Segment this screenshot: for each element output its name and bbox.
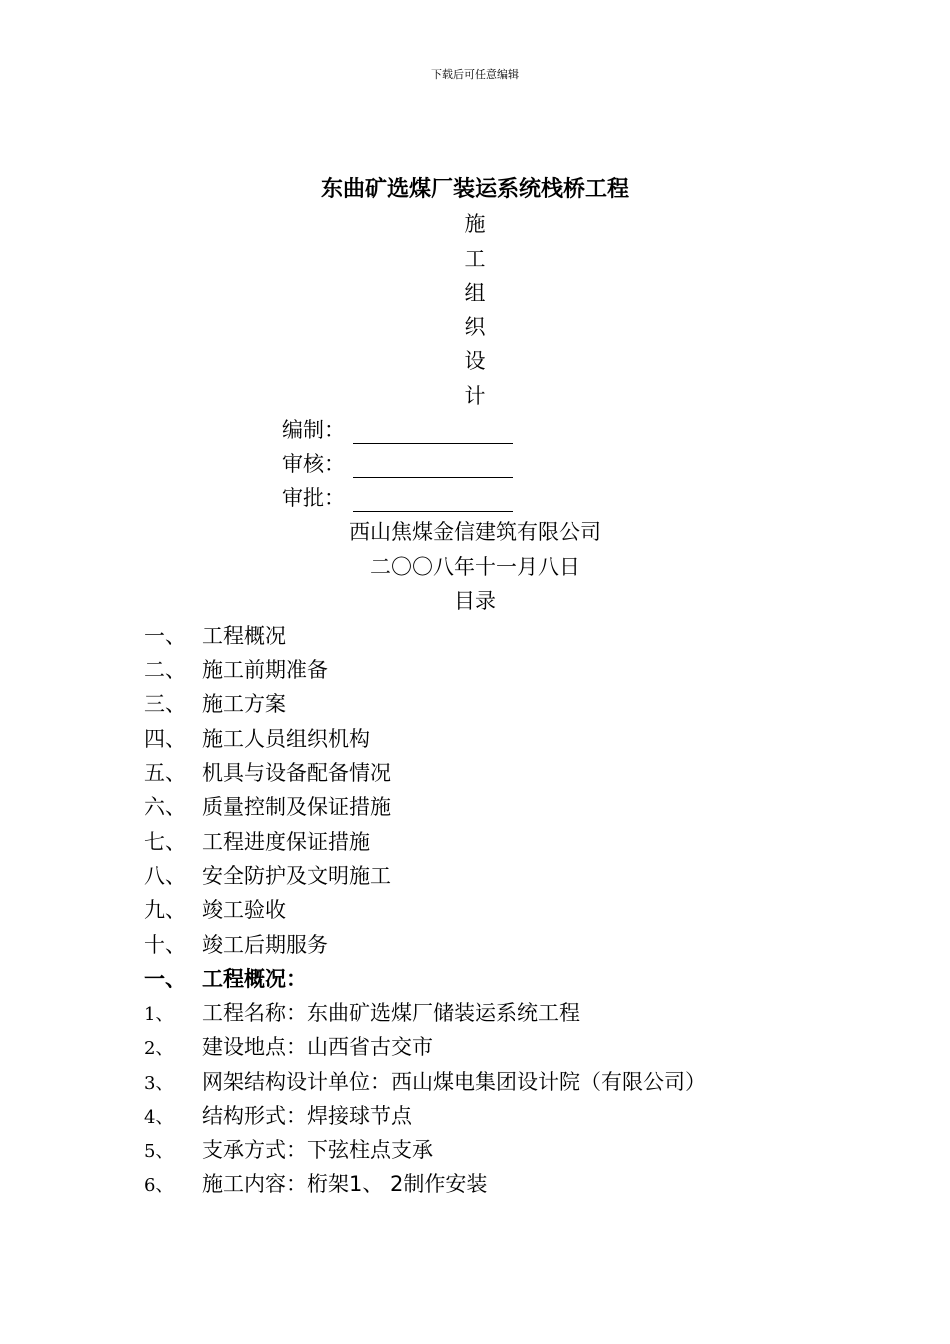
overview-item-text: 施工内容：桁架1、 2制作安装 bbox=[202, 1172, 488, 1196]
overview-item-text: 结构形式：焊接球节点 bbox=[202, 1104, 412, 1128]
toc-item-text: 施工人员组织机构 bbox=[202, 727, 370, 751]
sign-label: 编制： bbox=[282, 418, 345, 442]
toc-item-number: 五、 bbox=[144, 761, 186, 785]
overview-item bbox=[144, 1100, 412, 1130]
vertical-title-char: 织 bbox=[464, 315, 486, 339]
toc-item-number: 六、 bbox=[144, 795, 186, 819]
overview-item bbox=[144, 1066, 706, 1096]
overview-item-number: 1、 bbox=[144, 1004, 174, 1025]
toc-item bbox=[144, 688, 286, 718]
toc-item-text: 质量控制及保证措施 bbox=[202, 795, 391, 819]
toc-item-text: 施工前期准备 bbox=[202, 658, 328, 682]
toc-item-number: 八、 bbox=[144, 864, 186, 888]
toc-item-number: 四、 bbox=[144, 727, 186, 751]
header-note: 下载后可任意编辑 bbox=[431, 68, 519, 81]
sign-field-reviewer bbox=[282, 448, 513, 478]
toc-item bbox=[144, 826, 370, 856]
overview-item-number: 3、 bbox=[144, 1073, 174, 1094]
overview-item bbox=[144, 1168, 487, 1198]
toc-item-number: 九、 bbox=[144, 898, 186, 922]
toc-item bbox=[144, 620, 286, 650]
company-name: 西山焦煤金信建筑有限公司 bbox=[349, 520, 601, 544]
section-number: 一、 bbox=[144, 967, 186, 991]
toc-item-number: 二、 bbox=[144, 658, 186, 682]
toc-item-number: 三、 bbox=[144, 692, 186, 716]
vertical-title-char: 设 bbox=[464, 349, 486, 373]
overview-item bbox=[144, 997, 580, 1027]
document-title: 东曲矿选煤厂装运系统栈桥工程 bbox=[320, 177, 629, 202]
toc-item bbox=[144, 723, 370, 753]
toc-item bbox=[144, 757, 391, 787]
toc-item-number: 一、 bbox=[144, 624, 186, 648]
vertical-title-char: 施 bbox=[464, 212, 486, 236]
toc-item bbox=[144, 929, 328, 959]
toc-item-text: 安全防护及文明施工 bbox=[202, 864, 391, 888]
vertical-title-char: 组 bbox=[464, 281, 486, 305]
overview-item-text: 工程名称：东曲矿选煤厂储装运系统工程 bbox=[202, 1001, 580, 1025]
sign-label: 审核： bbox=[282, 452, 345, 476]
toc-item bbox=[144, 894, 286, 924]
vertical-title-char: 工 bbox=[464, 247, 486, 271]
overview-item bbox=[144, 1031, 433, 1061]
signature-line bbox=[353, 455, 513, 478]
signature-line bbox=[353, 421, 513, 444]
toc-item-text: 施工方案 bbox=[202, 692, 286, 716]
sign-field-approver bbox=[282, 482, 513, 512]
toc-item-text: 竣工后期服务 bbox=[202, 933, 328, 957]
toc-heading: 目录 bbox=[454, 589, 496, 613]
toc-item bbox=[144, 654, 328, 684]
toc-item bbox=[144, 860, 391, 890]
toc-item-text: 工程概况 bbox=[202, 624, 286, 648]
toc-item-number: 七、 bbox=[144, 830, 186, 854]
overview-item-text: 网架结构设计单位：西山煤电集团设计院（有限公司） bbox=[202, 1070, 706, 1094]
overview-item-number: 2、 bbox=[144, 1038, 174, 1059]
overview-item-number: 4、 bbox=[144, 1107, 174, 1128]
sign-label: 审批： bbox=[282, 486, 345, 510]
signature-line bbox=[353, 489, 513, 512]
toc-item-text: 竣工验收 bbox=[202, 898, 286, 922]
vertical-title-char: 计 bbox=[464, 384, 486, 408]
toc-item-text: 工程进度保证措施 bbox=[202, 830, 370, 854]
toc-item-number: 十、 bbox=[144, 933, 186, 957]
overview-item bbox=[144, 1134, 433, 1164]
overview-item-number: 6、 bbox=[144, 1175, 174, 1196]
section-heading bbox=[144, 963, 307, 993]
sign-field-compiler bbox=[282, 414, 513, 444]
document-date: 二〇〇八年十一月八日 bbox=[370, 555, 580, 579]
section-title: 工程概况： bbox=[202, 967, 307, 991]
overview-item-number: 5、 bbox=[144, 1141, 174, 1162]
overview-item-text: 支承方式：下弦柱点支承 bbox=[202, 1138, 433, 1162]
overview-item-text: 建设地点：山西省古交市 bbox=[202, 1035, 433, 1059]
toc-item-text: 机具与设备配备情况 bbox=[202, 761, 391, 785]
toc-item bbox=[144, 791, 391, 821]
